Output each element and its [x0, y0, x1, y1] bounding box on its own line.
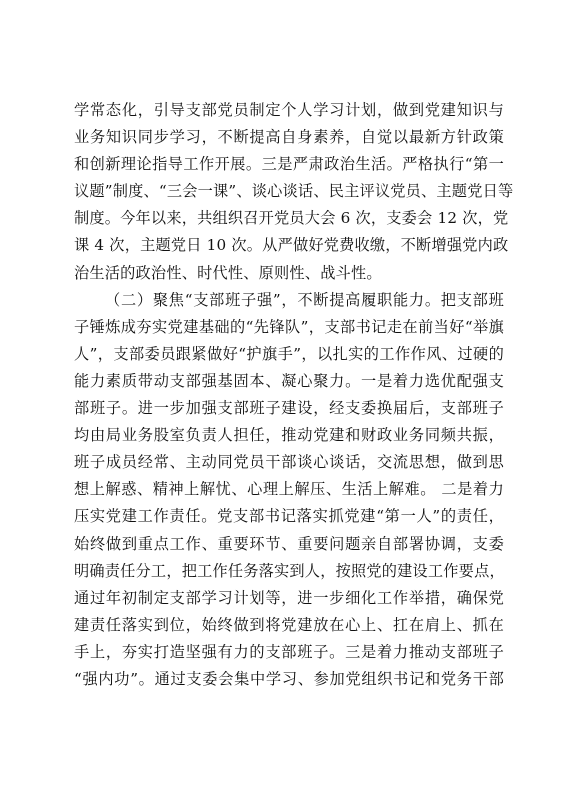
text-line: 压实党建工作责任。党支部书记落实抓党建“第一人”的责任， — [74, 507, 504, 526]
text-line: 业务知识同步学习，不断提高自身素养，自觉以最新方针政策 — [74, 128, 504, 147]
text-line: 和创新理论指导工作开展。三是严肃政治生活。严格执行“第一 — [74, 155, 504, 174]
section-heading-line: （二）聚焦“支部班子强”，不断提高履职能力。把支部班 — [105, 290, 504, 309]
paragraph-branch-team — [74, 287, 504, 721]
text-line: 课 4 次，主题党日 10 次。从严做好党费收缴，不断增强党内政 — [74, 236, 509, 255]
document-body — [74, 97, 514, 720]
text-line: 人”，支部委员跟紧做好“护旗手”，以扎实的工作作风、过硬的 — [74, 344, 504, 363]
text-line: 手上，夯实打造坚强有力的支部班子。三是着力推动支部班子 — [74, 642, 504, 661]
text-line: 子锤炼成夯实党建基础的“先锋队”，支部书记走在前当好“举旗 — [74, 317, 504, 336]
text-line: 班子成员经常、主动同党员干部谈心谈话，交流思想，做到思 — [74, 453, 504, 472]
text-line: 能力素质带动支部强基固本、凝心聚力。一是着力选优配强支 — [74, 371, 504, 390]
text-line: 想上解惑、精神上解忧、心理上解压、生活上解难。 二是着力 — [74, 480, 504, 499]
text-line: 议题”制度、“三会一课”、谈心谈话、民主评议党员、主题党日等 — [74, 182, 514, 201]
text-line: 明确责任分工，把工作任务落实到人，按照党的建设工作要点， — [74, 561, 505, 580]
text-line: 通过年初制定支部学习计划等，进一步细化工作举措，确保党 — [74, 588, 504, 607]
text-line: 均由局业务股室负责人担任，推动党建和财政业务同频共振， — [74, 426, 504, 445]
text-line — [74, 693, 504, 720]
paragraph-party-life — [74, 97, 514, 287]
text-line: 治生活的政治性、时代性、原则性、战斗性。 — [74, 263, 382, 282]
text-line: 始终做到重点工作、重要环节、重要问题亲自部署协调，支委 — [74, 534, 504, 553]
text-line: 建责任落实到位，始终做到将党建放在心上、扛在肩上、抓在 — [74, 615, 504, 634]
text-line: “强内功”。通过支委会集中学习、参加党组织书记和党务干部 — [74, 669, 504, 688]
text-line: 学常态化，引导支部党员制定个人学习计划，做到党建知识与 — [74, 101, 504, 119]
text-line: 部班子。进一步加强支部班子建设，经支委换届后，支部班子 — [74, 399, 504, 418]
text-line: 制度。今年以来，共组织召开党员大会 6 次，支委会 12 次，党 — [74, 209, 509, 228]
